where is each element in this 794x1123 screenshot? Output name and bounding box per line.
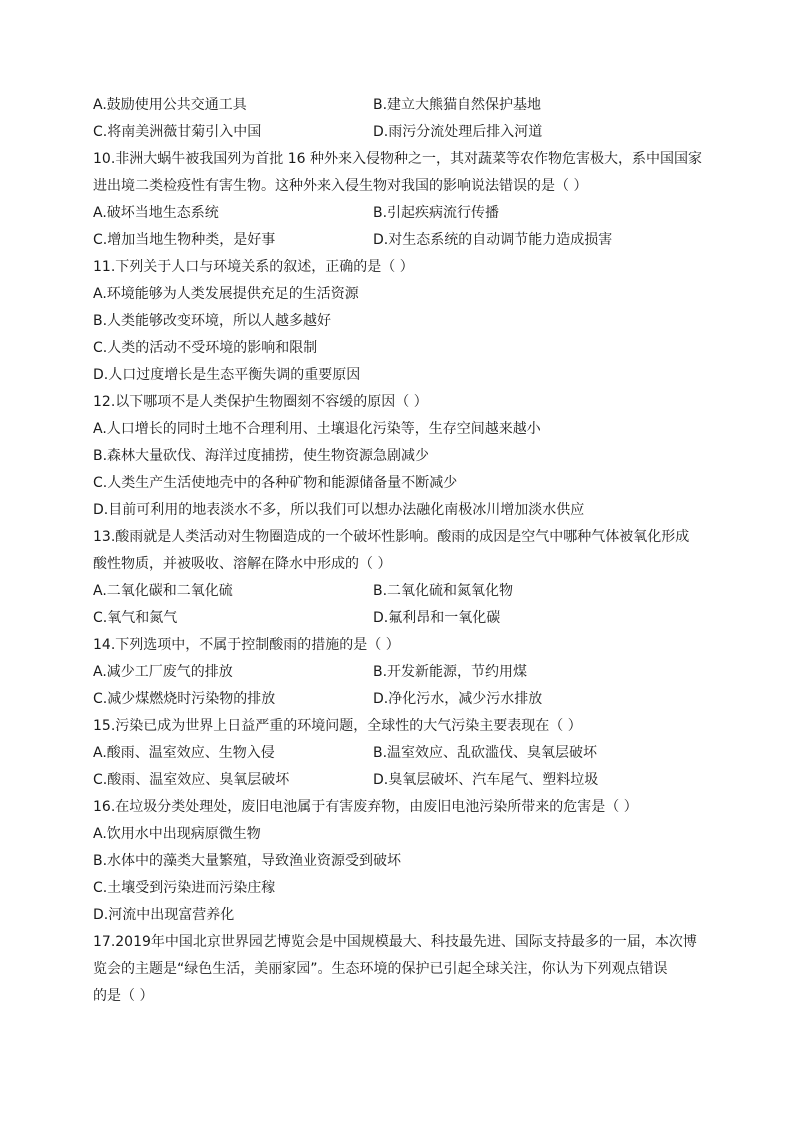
option-d: D.氟利昂和一氧化碳 (373, 610, 501, 626)
exam-page (93, 92, 705, 1010)
option-a: A.鼓励使用公共交通工具 (93, 97, 247, 113)
option-c: C.人类生产生活使地壳中的各种矿物和能源储备量不断减少 (93, 475, 458, 491)
option-d: D.对生态系统的自动调节能力造成损害 (373, 232, 613, 248)
question-13-stem: 13.酸雨就是人类活动对生物圈造成的一个破坏性影响。酸雨的成因是空气中哪种气体被氧化形成 (93, 529, 690, 545)
option-c: C.土壤受到污染进而污染庄稼 (93, 880, 276, 896)
question-17-stem-cont: 览会的主题是“绿色生活，美丽家园”。生态环境的保护已引起全球关注，你认为下列观点错误 (93, 961, 668, 977)
option-c: C.减少煤燃烧时污染物的排放 (93, 691, 276, 707)
option-b: B.温室效应、乱砍滥伐、臭氧层破坏 (373, 745, 598, 761)
option-row (93, 740, 705, 767)
question-17-stem: 17.2019年中国北京世界园艺博览会是中国规模最大、科技最先进、国际支持最多的一届，本次博 (93, 934, 697, 950)
option-d: D.雨污分流处理后排入河道 (373, 124, 543, 140)
option-b: B.开发新能源，节约用煤 (373, 664, 528, 680)
option-d: D.目前可利用的地表淡水不多，所以我们可以想办法融化南极冰川增加淡水供应 (93, 502, 585, 518)
question-10-stem: 10.非洲大蜗牛被我国列为首批 16 种外来入侵物种之一，其对蔬菜等农作物危害极大，系中国国家 (93, 151, 702, 167)
question-12-stem: 12.以下哪项不是人类保护生物圈刻不容缓的原因（ ） (93, 394, 428, 410)
option-c: C.氧气和氮气 (93, 610, 178, 626)
option-a: A.破坏当地生态系统 (93, 205, 219, 221)
option-row (93, 227, 705, 254)
option-b: B.人类能够改变环境，所以人越多越好 (93, 313, 332, 329)
option-a: A.环境能够为人类发展提供充足的生活资源 (93, 286, 359, 302)
question-16-stem: 16.在垃圾分类处理处，废旧电池属于有害废弃物，由废旧电池污染所带来的危害是（ ） (93, 799, 638, 815)
option-row (93, 119, 705, 146)
option-d: D.人口过度增长是生态平衡失调的重要原因 (93, 367, 361, 383)
option-c: C.人类的活动不受环境的影响和限制 (93, 340, 318, 356)
option-d: D.臭氧层破坏、汽车尾气、塑料垃圾 (373, 772, 599, 788)
option-row (93, 578, 705, 605)
question-13-stem-cont: 酸性物质，并被吸收、溶解在降水中形成的（ ） (93, 556, 392, 572)
option-row (93, 686, 705, 713)
option-b: B.建立大熊猫自然保护基地 (373, 97, 542, 113)
option-a: A.饮用水中出现病原微生物 (93, 826, 261, 842)
question-10-stem-cont: 进出境二类检疫性有害生物。这种外来入侵生物对我国的影响说法错误的是（ ） (93, 178, 588, 194)
question-14-stem: 14.下列选项中，不属于控制酸雨的措施的是（ ） (93, 637, 400, 653)
option-c: C.将南美洲薇甘菊引入中国 (93, 124, 262, 140)
option-row (93, 659, 705, 686)
option-b: B.森林大量砍伐、海洋过度捕捞，使生物资源急剧减少 (93, 448, 430, 464)
option-row (93, 200, 705, 227)
option-a: A.减少工厂废气的排放 (93, 664, 233, 680)
option-b: B.水体中的藻类大量繁殖，导致渔业资源受到破坏 (93, 853, 402, 869)
option-b: B.引起疾病流行传播 (373, 205, 500, 221)
option-a: A.人口增长的同时土地不合理利用、土壤退化污染等，生存空间越来越小 (93, 421, 541, 437)
question-17-stem-end: 的是（ ） (93, 988, 154, 1004)
option-row (93, 767, 705, 794)
option-b: B.二氧化硫和氮氧化物 (373, 583, 514, 599)
option-c: C.酸雨、温室效应、臭氧层破坏 (93, 772, 290, 788)
option-d: D.河流中出现富营养化 (93, 907, 235, 923)
option-row (93, 605, 705, 632)
question-11-stem: 11.下列关于人口与环境关系的叙述，正确的是（ ） (93, 259, 414, 275)
option-a: A.酸雨、温室效应、生物入侵 (93, 745, 275, 761)
option-d: D.净化污水，减少污水排放 (373, 691, 543, 707)
option-a: A.二氧化碳和二氧化硫 (93, 583, 233, 599)
option-row (93, 92, 705, 119)
option-c: C.增加当地生物种类，是好事 (93, 232, 276, 248)
question-15-stem: 15.污染已成为世界上日益严重的环境问题，全球性的大气污染主要表现在（ ） (93, 718, 582, 734)
